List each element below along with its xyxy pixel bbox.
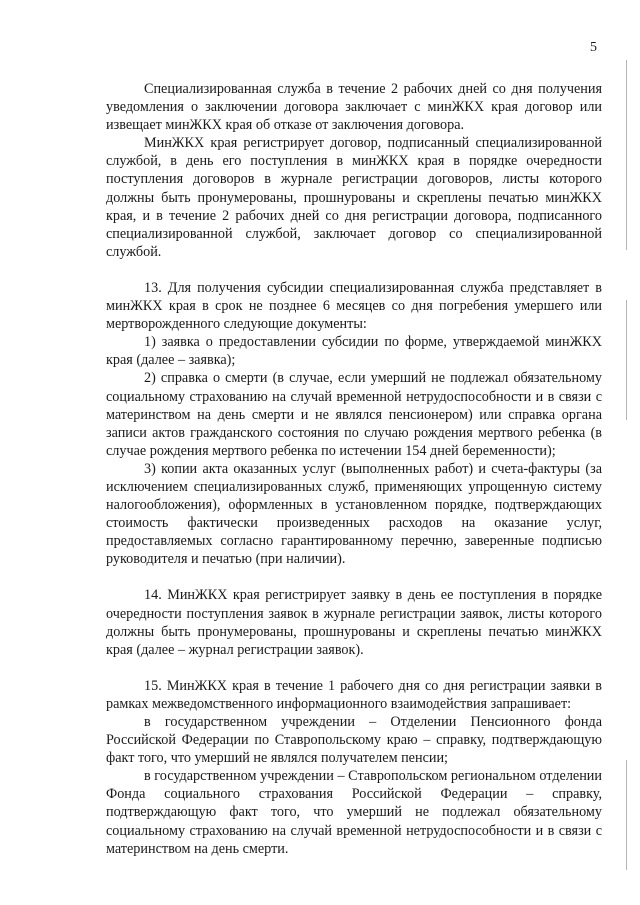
section-item-15 — [106, 677, 602, 858]
paragraph: 13. Для получения субсидии специализированная служба представляет в минЖКХ края в срок не позднее 6 месяцев со дня погребения умершего или мертворожденного следующие документы: — [106, 279, 602, 333]
list-item: в государственном учреждении – Отделении Пенсионного фонда Российской Федерации по Ставропольскому краю – справку, подтверждающую факт того, что умерший не являлся получателем пенсии; — [106, 714, 602, 767]
scan-edge-line — [626, 60, 627, 250]
list-item: 2) справка о смерти (в случае, если умерший не подлежал обязательному социальному страхованию на случай временной нетрудоспособности и в связи с материнством на день смерти и не являлся пенсионером) или справка органа записи актов гражданского состояния по случаю рождения мертвого ребенка (в случае рождения мертвого ребенка по истечении 154 дней беременности); — [106, 370, 602, 459]
document-body — [106, 80, 602, 858]
paragraph: МинЖКХ края регистрирует договор, подписанный специализированной службой, в день его поступления в минЖКХ края в порядке очередности поступления договоров в журнале регистрации договоров, листы которого должны быть пронумерованы, прошнурованы и скреплены печатью минЖКХ края, и в течение 2 рабочих дней со дня регистрации договора, подписанного специализированной службой, заключает договор со специализированной службой. — [106, 135, 602, 260]
list-item: в государственном учреждении – Ставропольском региональном отделении Фонда социального страхования Российской Федерации – справку, подтверждающую факт того, что умерший не подлежал обязательному социальному страхованию на случай временной нетрудоспособности и в связи с материнством на день смерти. — [106, 768, 602, 857]
page-number: 5 — [590, 40, 597, 55]
section-item-13 — [106, 279, 602, 569]
paragraph: Специализированная служба в течение 2 рабочих дней со дня получения уведомления о заключении договора заключает с минЖКХ края договор или извещает минЖКХ края об отказе от заключения договора. — [106, 81, 602, 134]
paragraph: 15. МинЖКХ края в течение 1 рабочего дня со дня регистрации заявки в рамках межведомственного информационного взаимодействия запрашивает: — [106, 677, 602, 712]
scan-edge-line — [626, 300, 627, 420]
section-item-14 — [106, 586, 602, 658]
list-item: 1) заявка о предоставлении субсидии по форме, утверждаемой минЖКХ края (далее – заявка); — [106, 334, 602, 369]
list-item: 3) копии акта оказанных услуг (выполненных работ) и счета-фактуры (за исключением специализированных служб, применяющих упрощенную систему налогообложения), оформленных в установленном порядке, подтверждающих стоимость фактически произведенных расходов на оказание услуг, предоставляемых согласно гарантированному перечню, заверенные подписью руководителя и печатью (при наличии). — [106, 460, 602, 568]
paragraph: 14. МинЖКХ края регистрирует заявку в день ее поступления в порядке очередности поступления заявок в журнале регистрации заявок, листы которого должны быть пронумерованы, прошнурованы и скреплены печатью минЖКХ края (далее – журнал регистрации заявок). — [106, 587, 602, 658]
scan-edge-line — [626, 760, 627, 870]
section-contract — [106, 80, 602, 261]
